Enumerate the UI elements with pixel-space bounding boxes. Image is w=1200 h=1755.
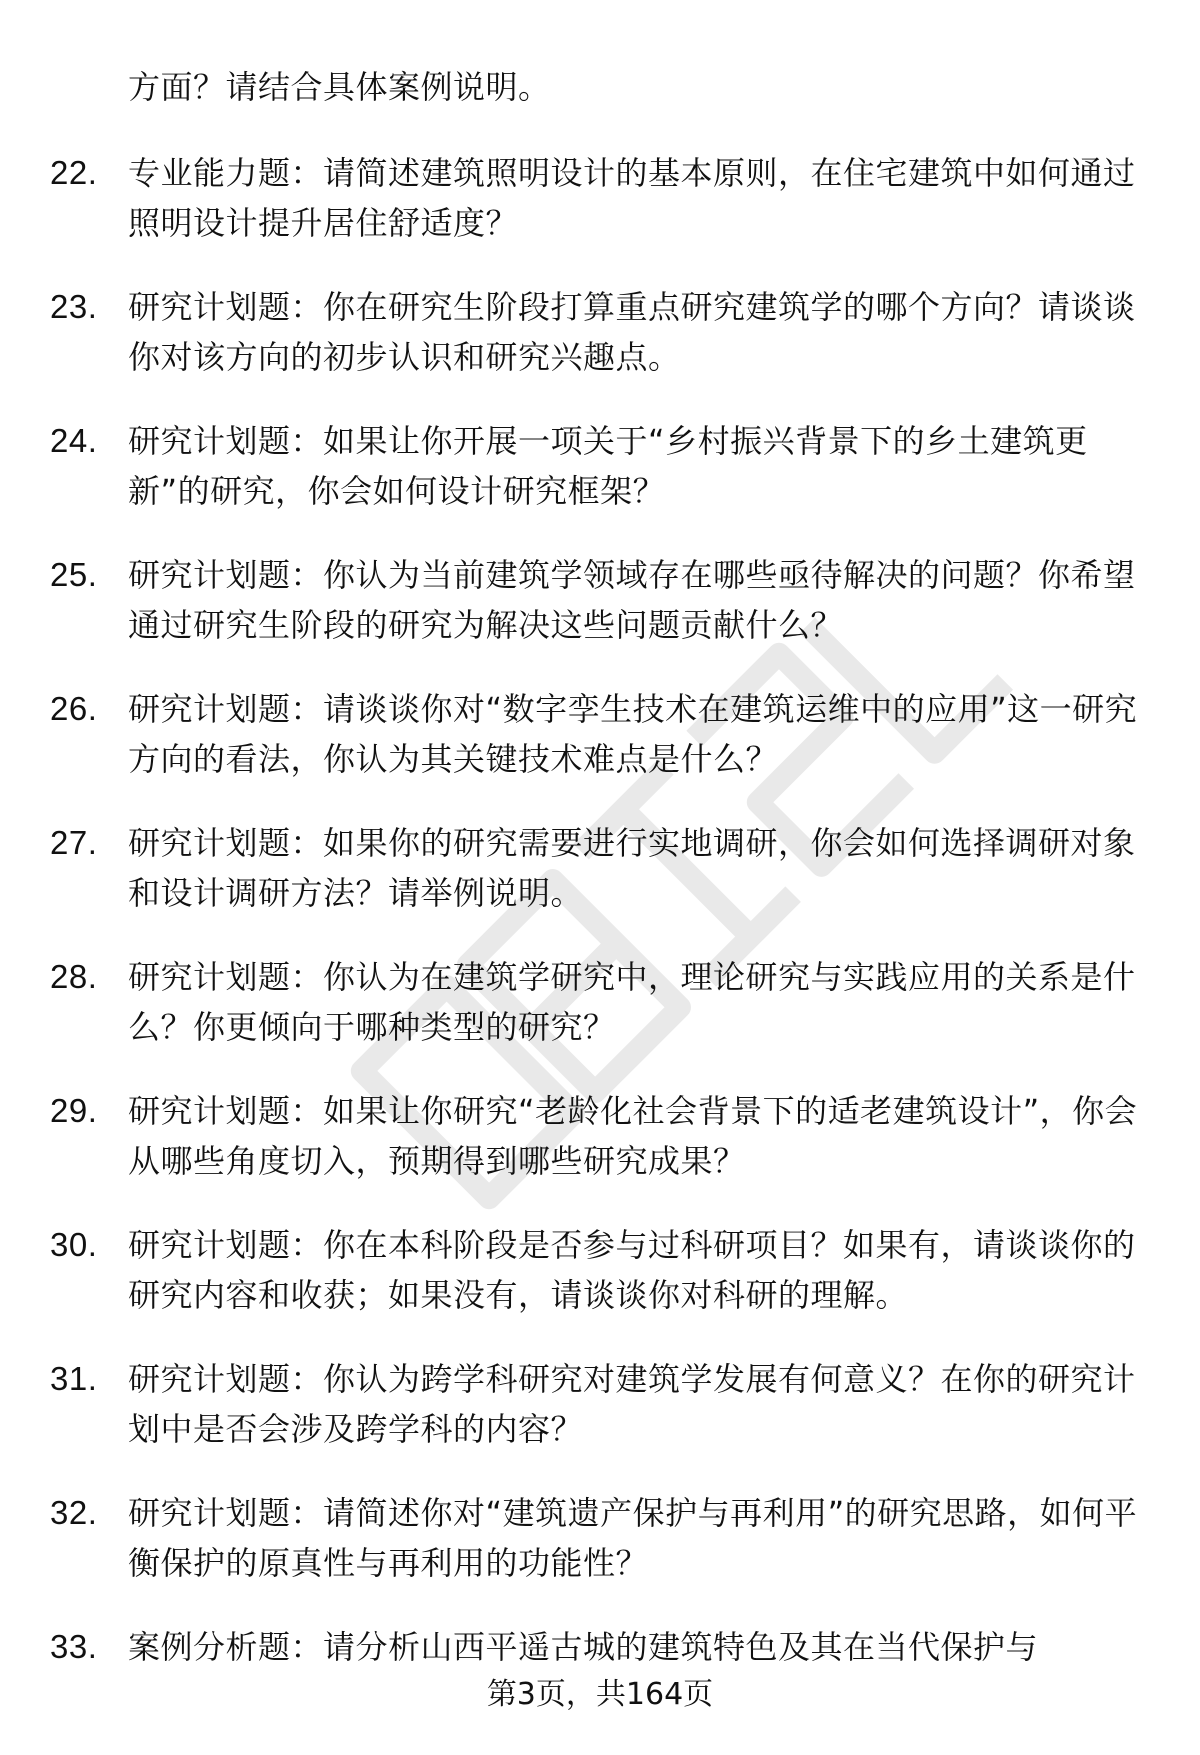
item-number: 25.: [50, 556, 98, 593]
item-text: 研究计划题：如果你的研究需要进行实地调研，你会如何选择调研对象和设计调研方法？请举例说明。: [128, 824, 1136, 912]
item-text: 案例分析题：请分析山西平遥古城的建筑特色及其在当代保护与: [128, 1628, 1039, 1666]
list-item: [0, 282, 1200, 382]
item-number: 32.: [50, 1494, 98, 1531]
item-text: 专业能力题：请简述建筑照明设计的基本原则，在住宅建筑中如何通过照明设计提升居住舒适度？: [128, 154, 1136, 242]
item-text: 研究计划题：如果让你研究“老龄化社会背景下的适老建筑设计”，你会从哪些角度切入，预期得到哪些研究成果？: [128, 1092, 1138, 1180]
item-text: 研究计划题：你在本科阶段是否参与过科研项目？如果有，请谈谈你的研究内容和收获；如果没有，请谈谈你对科研的理解。: [128, 1226, 1136, 1314]
item-number: 30.: [50, 1226, 98, 1263]
item-number: 24.: [50, 422, 98, 459]
item-number: 31.: [50, 1360, 98, 1397]
item-text: 研究计划题：如果让你开展一项关于“乡村振兴背景下的乡土建筑更新”的研究，你会如何设计研究框架？: [128, 422, 1088, 510]
item-text: 方面？请结合具体案例说明。: [128, 68, 551, 106]
item-number: 23.: [50, 288, 98, 325]
item-text: 研究计划题：请简述你对“建筑遗产保护与再利用”的研究思路，如何平衡保护的原真性与再利用的功能性？: [128, 1494, 1138, 1582]
list-item: [0, 818, 1200, 918]
page-footer: 第3页，共164页: [486, 1677, 714, 1712]
list-item: [0, 550, 1200, 650]
item-text: 研究计划题：你认为在建筑学研究中，理论研究与实践应用的关系是什么？你更倾向于哪种类型的研究？: [128, 958, 1136, 1046]
question-list: [0, 62, 1200, 1706]
item-number: 33.: [50, 1628, 98, 1665]
item-text: 研究计划题：你在研究生阶段打算重点研究建筑学的哪个方向？请谈谈你对该方向的初步认识和研究兴趣点。: [128, 288, 1136, 376]
list-item: [0, 952, 1200, 1052]
list-item: [0, 1622, 1200, 1672]
list-item: [0, 148, 1200, 248]
list-item: [0, 416, 1200, 516]
item-number: 26.: [50, 690, 98, 727]
item-number: 22.: [50, 154, 98, 191]
item-text: 研究计划题：你认为跨学科研究对建筑学发展有何意义？在你的研究计划中是否会涉及跨学科的内容？: [128, 1360, 1136, 1448]
item-number: 27.: [50, 824, 98, 861]
list-item: [0, 1354, 1200, 1454]
item-text: 研究计划题：请谈谈你对“数字孪生技术在建筑运维中的应用”这一研究方向的看法，你认为其关键技术难点是什么？: [128, 690, 1138, 778]
list-item: [0, 1086, 1200, 1186]
item-number: 28.: [50, 958, 98, 995]
list-item: [0, 1220, 1200, 1320]
item-text: 研究计划题：你认为当前建筑学领域存在哪些亟待解决的问题？你希望通过研究生阶段的研究为解决这些问题贡献什么？: [128, 556, 1136, 644]
list-item: [0, 1488, 1200, 1588]
list-item: [0, 684, 1200, 784]
item-number: 29.: [50, 1092, 98, 1129]
list-item: [0, 62, 1200, 112]
